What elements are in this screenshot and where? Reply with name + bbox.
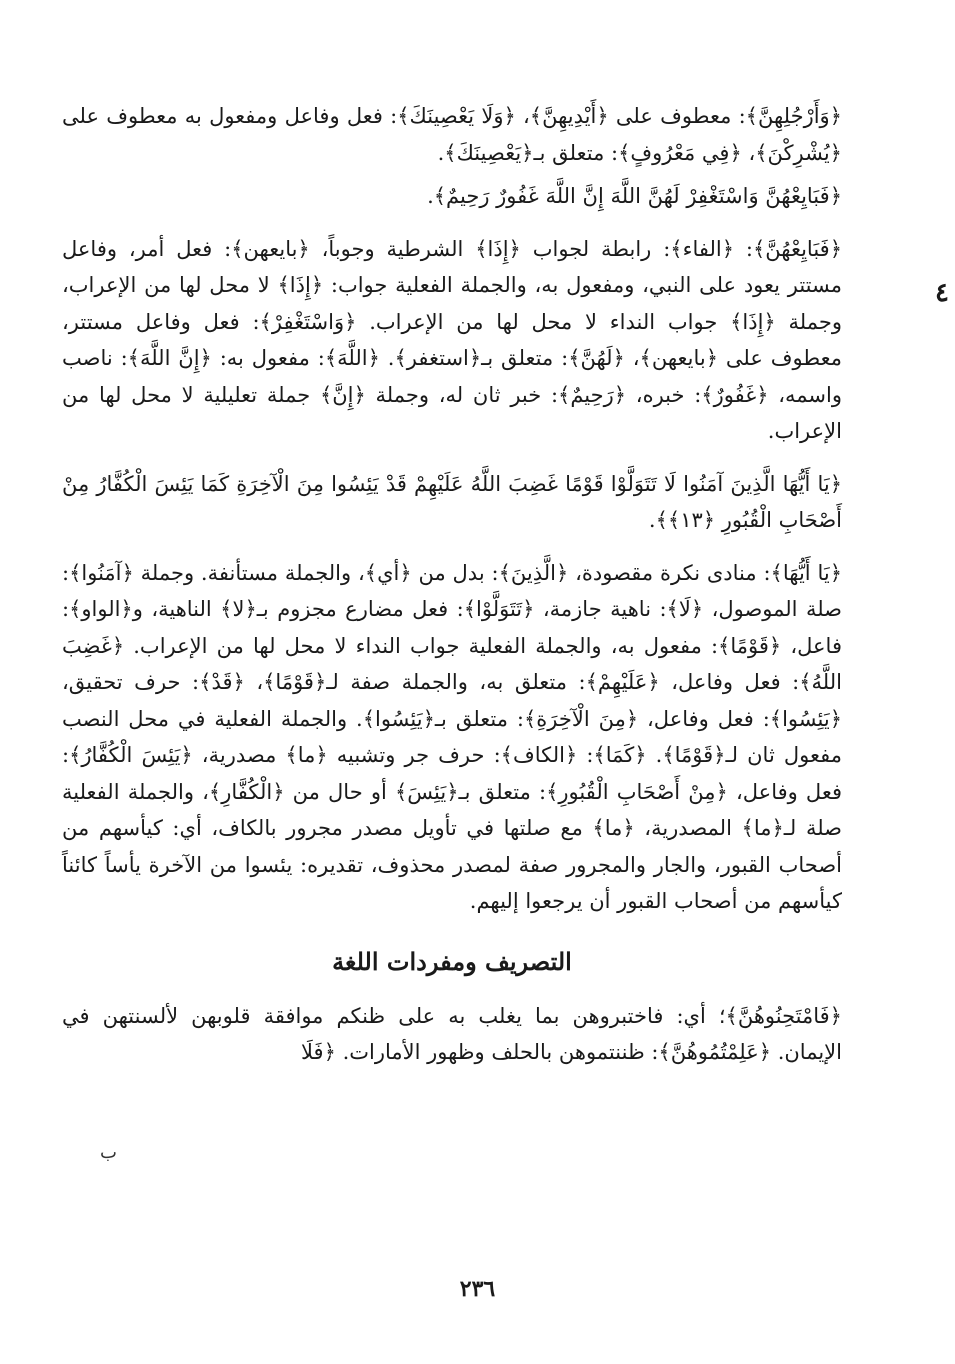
margin-mark: ٤ <box>935 278 949 308</box>
paragraph-3: ﴿يَا أَيُّهَا﴾: منادى نكرة مقصودة، ﴿الَّذِينَ﴾: بدل من ﴿أي﴾، والجملة مستأنفة. وجملة ﴿آمَنُوا﴾: صلة الموصول، ﴿لَا﴾: ناهية جازمة، ﴿تَتَوَلَّوْا﴾: فعل مضارع مجزوم بـ﴿لا﴾ الناهية، و﴿الواو﴾: فاعل، ﴿قَوْمًا﴾: مفعول به، والجملة الفعلية جواب النداء لا محل لها من الإعراب. ﴿غَضِبَ اللَّهُ﴾: فعل وفاعل، ﴿عَلَيْهِمْ﴾: متعلق به، والجملة صفة لـ﴿قَوْمًا﴾، ﴿قَدْ﴾: حرف تحقيق، ﴿يَئِسُوا﴾: فعل وفاعل، ﴿مِنَ الْآخِرَةِ﴾: متعلق بـ﴿يَئِسُوا﴾. والجملة الفعلية في محل النصب مفعول ثان لـ﴿قَوْمًا﴾. ﴿كَمَا﴾: ﴿الكاف﴾: حرف جر وتشبيه ﴿ما﴾ مصدرية، ﴿يَئِسَ الْكُفَّارُ﴾: فعل وفاعل، ﴿مِنْ أَصْحَابِ الْقُبُورِ﴾: متعلق بـ﴿يَئِسَ﴾ أو حال من ﴿الْكُفَّارِ﴾، والجملة الفعلية صلة لـ﴿ما﴾ المصدرية، ﴿ما﴾ مع صلتها في تأويل مصدر مجرور بالكاف، أي: كيأسهم من أصحاب القبور، والجار والمجرور صفة لمصدر محذوف، تقديره: يئسوا من الآخرة يأساً كائناً كيأسهم من أصحاب القبور أن يرجعوا إليهم. <box>62 560 842 913</box>
page-number: ٢٣٦ <box>459 1276 496 1302</box>
heading-side-mark: ب <box>100 1142 117 1163</box>
spacer <box>62 539 842 555</box>
paragraph-1: ﴿وَأَرْجُلِهِنَّ﴾: معطوف على ﴿أَيْدِيهِنَّ﴾، ﴿وَلَا يَعْصِينَكَ﴾: فعل وفاعل ومفعول به معطوف على ﴿يُشْرِكْنَ﴾، ﴿فِي مَعْرُوفٍ﴾: متعلق بـ﴿يَعْصِينَكَ﴾. <box>62 104 842 165</box>
section-heading: التصريف ومفردات اللغة <box>332 946 572 976</box>
page-body <box>62 98 842 1071</box>
verse-1: ﴿فَبَايِعْهُنَّ وَاسْتَغْفِرْ لَهُنَّ اللَّهَ إِنَّ اللَّهَ غَفُورٌ رَحِيمٌ﴾. <box>427 184 842 208</box>
paragraph-4: ﴿فَامْتَحِنُوهُنَّ﴾؛ أي: فاختبروهن بما يغلب به على ظنكم موافقة قلوبهن لألسنتهن في الإيمان. ﴿عَلِمْتُمُوهُنَّ﴾: ظننتموهن بالحلف وظهور الأمارات. ﴿فَلَا <box>62 1003 842 1064</box>
spacer <box>62 215 842 231</box>
spacer <box>62 171 842 178</box>
paragraph-2: ﴿فَبَايِعْهُنَّ﴾: ﴿الفاء﴾: رابطة لجواب ﴿إِذَا﴾ الشرطية وجوباً، ﴿بايعهن﴾: فعل أمر، وفاعل مستتر يعود على النبي، ومفعول به، والجملة الفعلية جواب: ﴿إِذَا﴾ لا محل لها من الإعراب، وجملة ﴿إِذَا﴾ جواب النداء لا محل لها من الإعراب. ﴿وَاسْتَغْفِرْ﴾: فعل وفاعل مستتر، معطوف على ﴿بايعهن﴾، ﴿لَهُنَّ﴾: متعلق بـ﴿استغفر﴾. ﴿اللَّهَ﴾: مفعول به: ﴿إِنَّ اللَّهَ﴾: ناصب واسمه، ﴿غَفُورٌ﴾: خبره، ﴿رَحِيمٌ﴾: خبر ثان له، وجملة ﴿إِنَّ﴾ جملة تعليلية لا محل لها من الإعراب. <box>62 236 842 443</box>
verse-2: ﴿يَا أَيُّهَا الَّذِينَ آمَنُوا لَا تَتَوَلَّوْا قَوْمًا غَضِبَ اللَّهُ عَلَيْهِمْ قَدْ يَئِسُوا مِنَ الْآخِرَةِ كَمَا يَئِسَ الْكُفَّارُ مِنْ أَصْحَابِ الْقُبُورِ ﴿١٣﴾﴾. <box>62 471 842 532</box>
spacer <box>62 450 842 466</box>
